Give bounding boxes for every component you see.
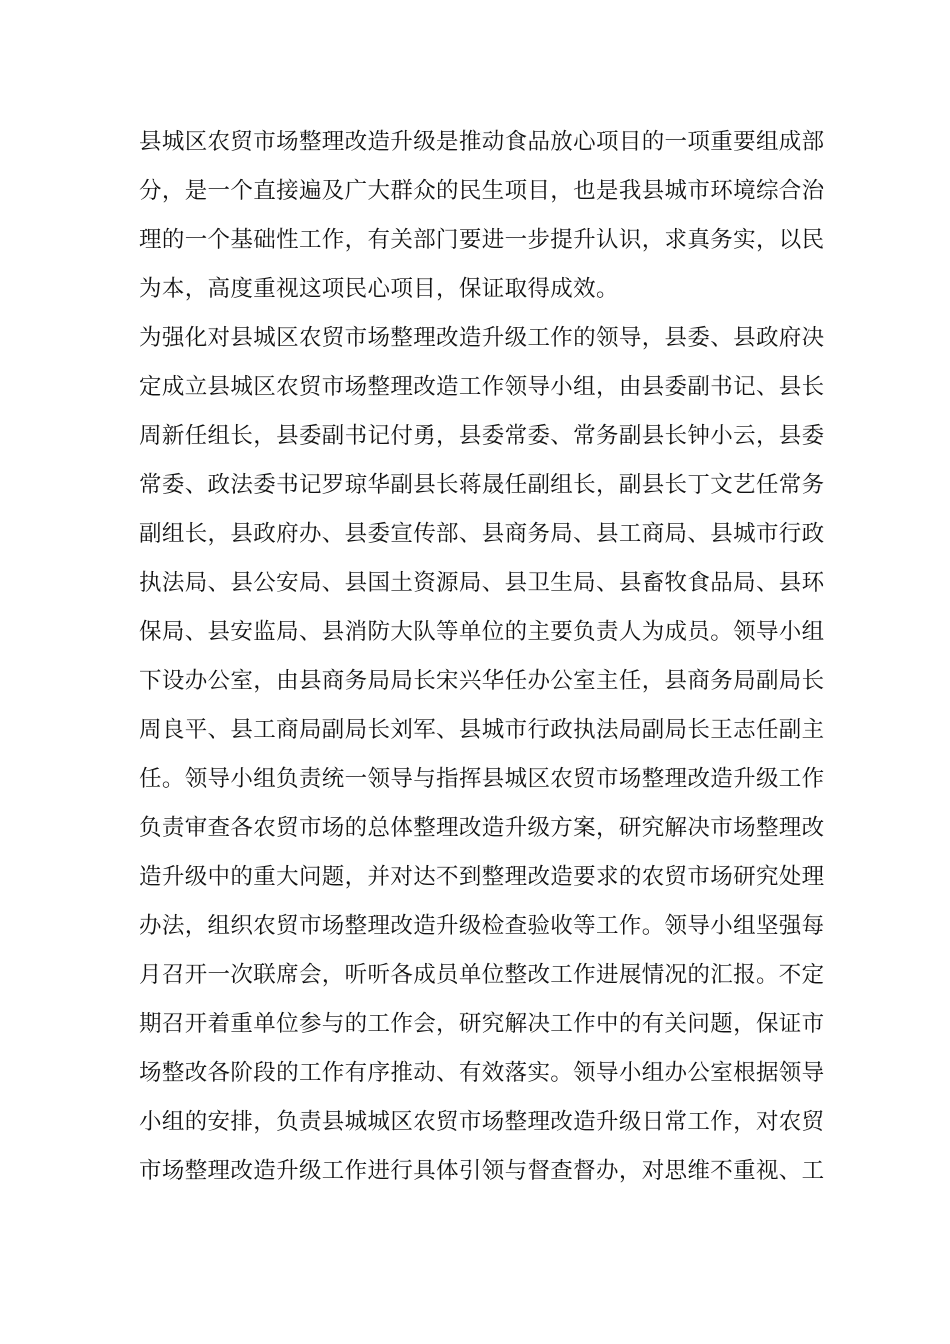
text-line: 场整改各阶段的工作有序推动、有效落实。领导小组办公室根据领导 bbox=[139, 1060, 825, 1086]
text-line: 保局、县安监局、县消防大队等单位的主要负责人为成员。领导小组 bbox=[139, 619, 825, 645]
text-line: 为本，高度重视这项民心项目，保证取得成效。 bbox=[139, 276, 619, 302]
text-line: 周新任组长，县委副书记付勇，县委常委、常务副县长钟小云，县委 bbox=[139, 423, 825, 449]
text-line: 理的一个基础性工作，有关部门要进一步提升认识，求真务实，以民 bbox=[139, 227, 825, 253]
text-line: 任。领导小组负责统一领导与指挥县城区农贸市场整理改造升级工作 bbox=[139, 766, 825, 792]
text-line: 执法局、县公安局、县国土资源局、县卫生局、县畜牧食品局、县环 bbox=[139, 570, 825, 596]
text-line: 定成立县城区农贸市场整理改造工作领导小组，由县委副书记、县长 bbox=[139, 374, 825, 400]
text-line: 月召开一次联席会，听听各成员单位整改工作进展情况的汇报。不定 bbox=[139, 962, 825, 988]
text-line: 县城区农贸市场整理改造升级是推动食品放心项目的一项重要组成部 bbox=[139, 129, 825, 155]
text-line: 期召开着重单位参与的工作会，研究解决工作中的有关问题，保证市 bbox=[139, 1011, 825, 1037]
text-line: 周良平、县工商局副局长刘军、县城市行政执法局副局长王志任副主 bbox=[139, 717, 825, 743]
text-line: 为强化对县城区农贸市场整理改造升级工作的领导，县委、县政府决 bbox=[139, 325, 825, 351]
text-line: 造升级中的重大问题，并对达不到整理改造要求的农贸市场研究处理 bbox=[139, 864, 825, 890]
text-line: 办法，组织农贸市场整理改造升级检查验收等工作。领导小组坚强每 bbox=[139, 913, 825, 939]
text-line: 负责审查各农贸市场的总体整理改造升级方案，研究解决市场整理改 bbox=[139, 815, 825, 841]
text-line: 下设办公室，由县商务局局长宋兴华任办公室主任，县商务局副局长 bbox=[139, 668, 825, 694]
text-line: 副组长，县政府办、县委宣传部、县商务局、县工商局、县城市行政 bbox=[139, 521, 825, 547]
text-line: 常委、政法委书记罗琼华副县长蒋晟任副组长，副县长丁文艺任常务 bbox=[139, 472, 825, 498]
document-body bbox=[139, 118, 825, 1196]
text-line: 市场整理改造升级工作进行具体引领与督查督办，对思维不重视、工 bbox=[139, 1158, 825, 1184]
paragraph-2 bbox=[139, 314, 825, 1196]
text-line: 分，是一个直接遍及广大群众的民生项目，也是我县城市环境综合治 bbox=[139, 178, 825, 204]
paragraph-1 bbox=[139, 118, 825, 314]
text-line: 小组的安排，负责县城城区农贸市场整理改造升级日常工作，对农贸 bbox=[139, 1109, 825, 1135]
